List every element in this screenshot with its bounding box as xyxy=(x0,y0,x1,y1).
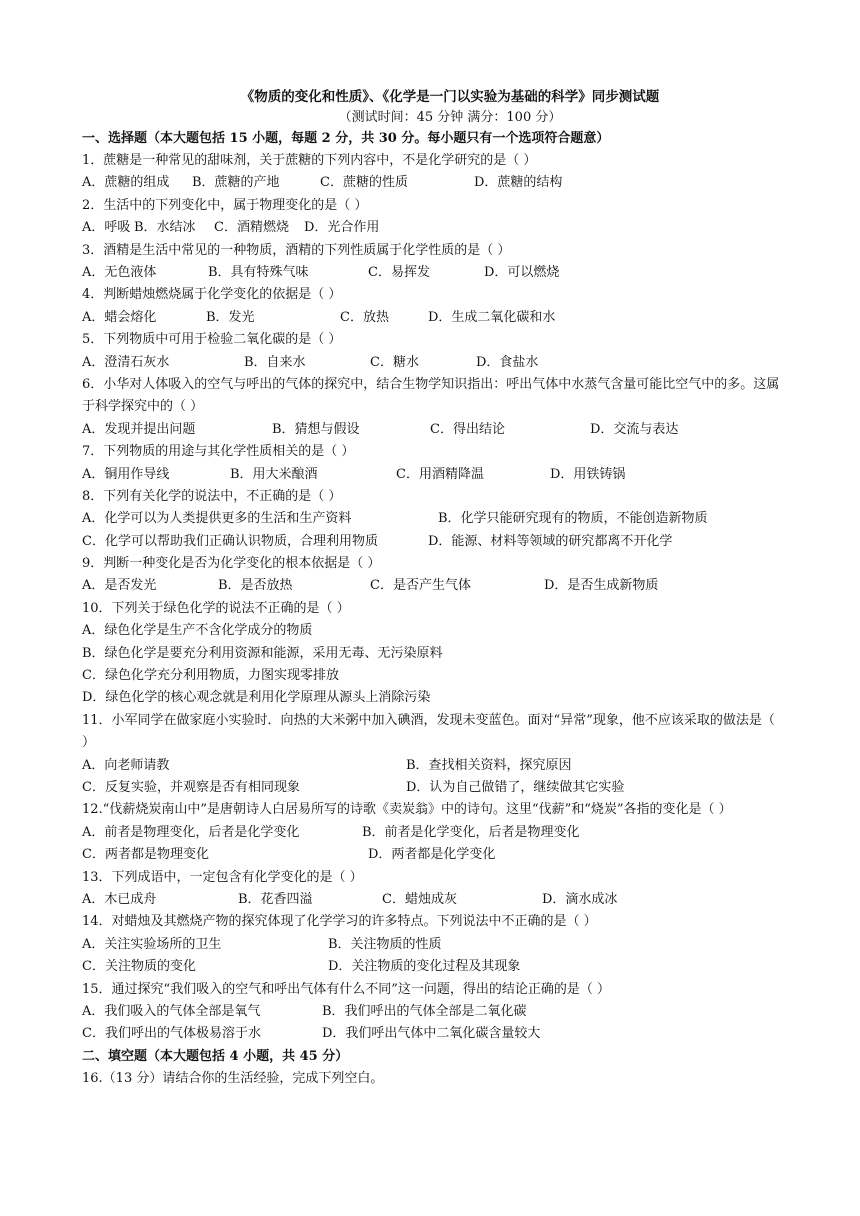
question-options xyxy=(82,352,782,374)
question-stem: 9．判断一种变化是否为化学变化的根本依据是（ ） xyxy=(82,556,381,572)
option: B．前者是化学变化，后者是物理变化 xyxy=(362,824,580,840)
question-options xyxy=(82,307,782,329)
option: B．发光 xyxy=(206,309,255,325)
option: A．无色液体 xyxy=(82,264,157,280)
page-subtitle: （测试时间：45 分钟 满分：100 分） xyxy=(338,110,562,125)
option: A．我们吸入的气体全部是氧气 xyxy=(82,1003,261,1019)
section-heading-choice: 一、选择题（本大题包括 15 小题，每题 2 分，共 30 分。每小题只有一个选项符合题意） xyxy=(82,131,610,146)
question-options xyxy=(82,419,782,441)
option: A．蜡会熔化 xyxy=(82,309,157,325)
option: C．蜡烛成灰 xyxy=(382,891,457,907)
question-stem: 10．下列关于绿色化学的说法不正确的是（ ） xyxy=(82,600,350,616)
question-options xyxy=(82,956,782,978)
question-stem: 15．通过探究“我们吸入的空气和呼出气体有什么不同”这一问题，得出的结论正确的是（ ） xyxy=(82,981,610,997)
question-options xyxy=(82,262,782,284)
option: A．绿色化学是生产不含化学成分的物质 xyxy=(82,623,313,639)
option: D．光合作用 xyxy=(304,220,380,236)
option: C．是否产生气体 xyxy=(370,578,471,594)
option: C．化学可以帮助我们正确认识物质，合理利用物质 xyxy=(82,533,378,549)
option: A．向老师请教 xyxy=(82,757,170,773)
option: D．是否生成新物质 xyxy=(544,578,659,594)
option: D．交流与表达 xyxy=(590,421,679,437)
question-stem: 13．下列成语中，一定包含有化学变化的是（ ） xyxy=(82,869,363,885)
exam-page xyxy=(82,86,782,1090)
question-options xyxy=(82,217,782,239)
option: D．蔗糖的结构 xyxy=(474,175,563,191)
option: A．呼吸 xyxy=(82,220,131,236)
option: D．可以燃烧 xyxy=(484,264,560,280)
option: A．是否发光 xyxy=(82,578,157,594)
option: B．我们呼出的气体全部是二氧化碳 xyxy=(322,1003,527,1019)
question-options xyxy=(82,172,782,194)
question-options xyxy=(82,934,782,956)
question-stem: 12.“伐薪烧炭南山中”是唐朝诗人白居易所写的诗歌《卖炭翁》中的诗句。这里“伐薪”和“烧炭”各指的变化是（ ） xyxy=(82,802,732,818)
option: A．澄清石灰水 xyxy=(82,354,170,370)
section-heading-fill: 二、填空题（本大题包括 4 小题，共 45 分） xyxy=(82,1048,349,1064)
option: A．铜用作导线 xyxy=(82,466,170,482)
option: C．反复实验，并观察是否有相同现象 xyxy=(82,780,300,795)
option: D．认为自己做错了，继续做其它实验 xyxy=(406,780,625,795)
question-options xyxy=(82,575,782,597)
option: A．发现并提出问题 xyxy=(82,421,196,437)
question-stem: 2．生活中的下列变化中，属于物理变化的是（ ） xyxy=(82,197,368,213)
option: D．两者都是化学变化 xyxy=(368,847,496,863)
question-stem: 3．酒精是生活中常见的一种物质，酒精的下列性质属于化学性质的是（ ） xyxy=(82,242,511,258)
question-options xyxy=(82,844,782,866)
question-options xyxy=(82,1001,782,1023)
option: C．两者都是物理变化 xyxy=(82,847,209,863)
option: C．蔗糖的性质 xyxy=(320,175,408,191)
page-title: 《物质的变化和性质》、《化学是一门以实验为基础的科学》同步测试题 xyxy=(240,89,660,105)
question-options xyxy=(82,1023,782,1045)
question-stem: 6．小华对人体吸入的空气与呼出的气体的探究中，结合生物学知识指出：呼出气体中水蒸气含量可能比空气中的多。这属于科学探究中的（ ） xyxy=(82,376,780,415)
option: B．化学只能研究现有的物质，不能创造新物质 xyxy=(438,511,708,527)
question-options xyxy=(82,889,782,911)
question-options xyxy=(82,755,782,777)
question-stem: 5．下列物质中可用于检验二氧化碳的是（ ） xyxy=(82,332,342,348)
option: B．是否放热 xyxy=(218,578,293,594)
question-stem: 7．下列物质的用途与其化学性质相关的是（ ） xyxy=(82,444,355,460)
question-options xyxy=(82,531,782,553)
option: C．关注物质的变化 xyxy=(82,959,196,975)
option: B．关注物质的性质 xyxy=(328,936,442,952)
question-options xyxy=(82,464,782,486)
option: D．食盐水 xyxy=(476,354,539,370)
option: D．绿色化学的核心观念就是利用化学原理从源头上消除污染 xyxy=(82,690,431,706)
question-stem: 16.（13 分）请结合你的生活经验，完成下列空白。 xyxy=(82,1070,384,1086)
option: B．花香四溢 xyxy=(238,891,313,907)
option: D．生成二氧化碳和水 xyxy=(428,309,556,325)
option: B．水结冰 xyxy=(134,220,196,236)
option: C．易挥发 xyxy=(368,264,430,280)
option: D．滴水成冰 xyxy=(542,891,618,907)
question-options xyxy=(82,508,782,530)
option: B．绿色化学是要充分利用资源和能源，采用无毒、无污染原料 xyxy=(82,645,443,661)
question-stem: 14．对蜡烛及其燃烧产物的探究体现了化学学习的许多特点。下列说法中不正确的是（ ） xyxy=(82,914,597,930)
option: B．自来水 xyxy=(244,354,306,370)
option: C．放热 xyxy=(340,309,389,325)
option: D．关注物质的变化过程及其现象 xyxy=(328,959,521,975)
question-stem: 11．小军同学在做家庭小实验时．向热的大米粥中加入碘酒，发现未变蓝色。面对“异常”现象，他不应该采取的做法是（ ） xyxy=(82,712,775,751)
option: C．用酒精降温 xyxy=(396,466,484,482)
question-stem: 8．下列有关化学的说法中，不正确的是（ ） xyxy=(82,488,342,504)
option: A．化学可以为人类提供更多的生活和生产资料 xyxy=(82,511,352,527)
option: C．我们呼出的气体极易溶于水 xyxy=(82,1026,261,1042)
option: B．具有特殊气味 xyxy=(208,264,309,280)
option: D．用铁铸锅 xyxy=(550,466,626,482)
question-options xyxy=(82,822,782,844)
option: D．能源、材料等领域的研究都离不开化学 xyxy=(428,533,673,549)
option: C．得出结论 xyxy=(430,421,505,437)
option: C．绿色化学充分利用物质，力图实现零排放 xyxy=(82,668,339,684)
option: B．用大米酿酒 xyxy=(230,466,318,482)
question-stem: 4．判断蜡烛燃烧属于化学变化的依据是（ ） xyxy=(82,287,342,303)
option: B．查找相关资料，探究原因 xyxy=(406,757,572,773)
option: A．关注实验场所的卫生 xyxy=(82,936,222,952)
option: D．我们呼出气体中二氧化碳含量较大 xyxy=(322,1026,541,1042)
option: B．猜想与假设 xyxy=(272,421,360,437)
option: A．前者是物理变化，后者是化学变化 xyxy=(82,824,300,840)
option: C．糖水 xyxy=(370,354,419,370)
option: A．木已成舟 xyxy=(82,891,157,907)
question-stem: 1．蔗糖是一种常见的甜味剂，关于蔗糖的下列内容中，不是化学研究的是（ ） xyxy=(82,153,537,168)
question-options xyxy=(82,777,782,799)
option: B．蔗糖的产地 xyxy=(192,175,280,191)
option: A．蔗糖的组成 xyxy=(82,175,170,191)
option: C．酒精燃烧 xyxy=(214,220,289,236)
